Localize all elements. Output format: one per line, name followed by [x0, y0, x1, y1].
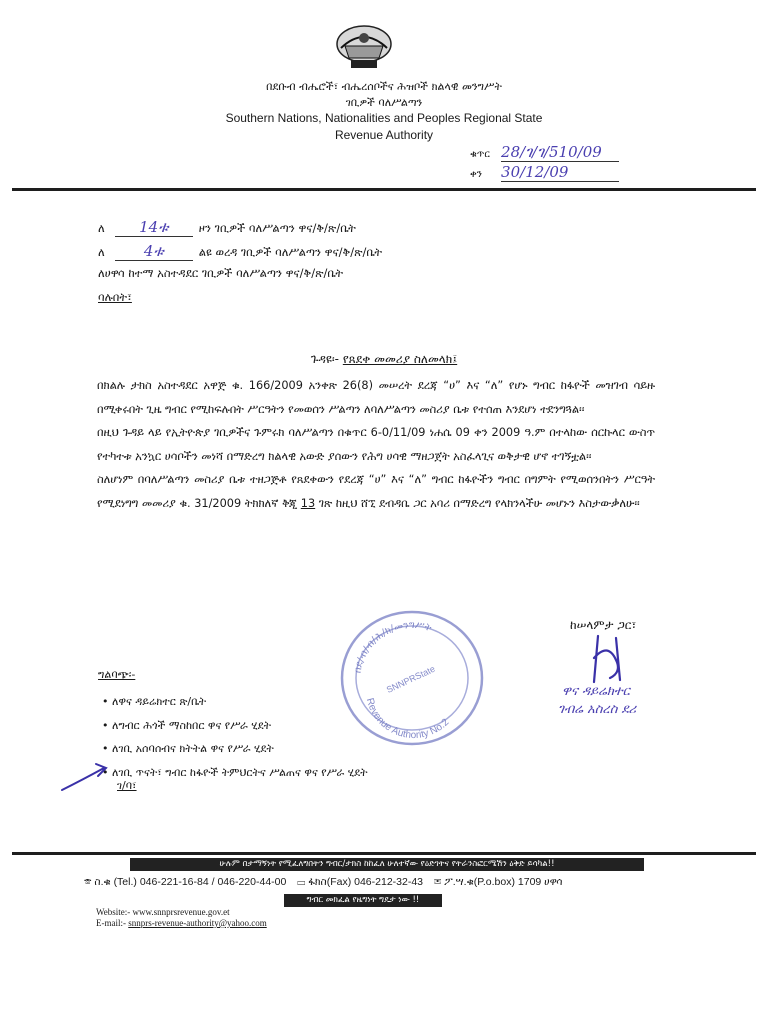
cc-tail: ገ/ባ፣ — [117, 779, 137, 792]
handwritten-signature — [586, 632, 634, 686]
reference-number-row — [470, 142, 619, 162]
body-paragraph-3 — [97, 468, 655, 515]
addressee-location: ባሉበት፣ — [98, 290, 132, 304]
body-paragraph-3-pre: ስለሆነም በባለሥልጣን መስሪያ ቤቱ ተዘጋጅቶ የጸደቀውን የደረጃ “ሀ” እና “ለ” ግብር ከፋዮችን ግብር በግምት የሚወሰንበትን ሥርዓት የሚደነግግ መመሪያ ቁ. 31/2009 ትክክለኛ ቅጂ — [97, 473, 655, 510]
subject-text: የጸደቀ መመሪያ ስለመላክ፤ — [342, 352, 458, 366]
reference-date-value: 30/12/09 — [501, 163, 619, 182]
addressee-prefix: ለ — [98, 245, 105, 259]
footer-banner-bottom: ግብር መክፈል የዜግነት ግዴታ ነው !! — [284, 894, 442, 907]
body-paragraph-1: በክልሉ ታክስ አስተዳደር አዋጅ ቁ. 166/2009 አንቀጽ 26(8) መሠረት ደረጃ “ሀ” እና “ለ” የሆኑ ግብር ከፋዮች መዝገብ ሳይዙ በሚቀሩበት ጊዜ ግብር የሚከፍሉበት ሥርዓትን የመወሰን ሥልጣን ለባለሥልጣን መስሪያ ቤቱ የተሰጠ እንደሆነ ተደንግጓል፡፡ — [97, 379, 655, 416]
addressee-line-3: ለሀዋሳ ከተማ አስተዳደር ገቢዎች ባለሥልጣን ዋና/ቅ/ጽ/ቤት — [98, 266, 344, 280]
header-amharic-line1: በደቡብ ብሔሮች፣ ብሔረሰቦችና ሕዝቦች ክልላዊ መንግሥት — [266, 80, 502, 93]
regional-emblem-icon — [335, 24, 393, 70]
footer-tel: ☏ ስ.ቁ (Tel.) 046-221-16-84 / 046-220-44-00 — [84, 876, 287, 888]
signature-title-line1: ዋና ዳይሬክተር — [562, 684, 630, 699]
addressee-blank-2: 4ቱ — [115, 242, 193, 261]
subject-label: ጉዳዩ፡- — [310, 352, 339, 366]
addressee-text-1: ዞን ገቢዎች ባለሥልጣን ዋና/ቅ/ጽ/ቤት — [198, 221, 356, 235]
addressee-blank-1: 14ቱ — [115, 218, 193, 237]
footer-divider — [12, 852, 756, 855]
cc-title: ግልባጭ፡- — [98, 668, 136, 681]
stamp-text-top: በደ/ብ/ብ/ሕ/ክ/መንግሥት — [352, 619, 433, 675]
footer-fax: ፋክስ(Fax) 046-212-32-43 — [308, 876, 424, 888]
footer-web — [96, 907, 267, 929]
cc-item: • ለገቢ ጥናት፣ ግብር ከፋዮች ትምህርትና ሥልጠና ዋና የሥራ ሂደት — [102, 761, 368, 785]
header-divider — [12, 188, 756, 191]
body-paragraph-3-post: ገጽ ከዚህ ሸኚ ደብዳቤ ጋር አባሪ በማድረግ የላክንላችሁ መሆኑን እስታውቃለሁ፡፡ — [318, 496, 640, 510]
reference-number-value: 28/ገ/ገ/510/09 — [501, 143, 619, 162]
cc-item: • ለግብር ሕጎች ማስከበር ዋና የሥራ ሂደት — [102, 714, 368, 738]
handwritten-arrow-icon — [58, 758, 110, 794]
addressee-prefix: ለ — [98, 221, 105, 235]
mailbox-icon: ✉ — [433, 876, 442, 888]
stamp-text-bottom: Revenue Authority No.2 — [363, 696, 452, 742]
addressee-line-1 — [98, 218, 356, 237]
footer-contact-row — [84, 876, 562, 889]
footer-pobox: ፖ.ሣ.ቁ(P.o.box) 1709 ሀዋሳ — [444, 876, 563, 888]
subject-line — [0, 352, 768, 367]
cc-item: • ለዋና ዳይሬክተር ጽ/ቤት — [102, 690, 368, 714]
footer-email-label: E-mail:- — [96, 918, 126, 928]
reference-date-row — [470, 162, 619, 182]
cc-item: • ለገቢ አሰባሰብና ክትትል ዋና የሥራ ሂደት — [102, 737, 368, 761]
header-english-line1: Southern Nations, Nationalities and Peoples Regional State — [225, 111, 543, 125]
footer-banner-top: ሁሉም በታማኝነት የሚፈለግበትን ግብር/ታክስ ከከፈለ ሁለተኛው የዕድገትና የትራንስፎርሜሽን ዕቅድ ይሳካል!! — [130, 858, 644, 871]
body-paragraph-2: በዚህ ጉዳይ ላይ የኢትዮጵያ ገቢዎችና ጉምሩክ ባለሥልጣን በቁጥር 6-0/11/09 ነሐሴ 09 ቀን 2009 ዓ.ም በተላከው ሰርኩላር ውስጥ የተካተቱ አንኳር ሀሳቦችን መነሻ በማድረግ ክልላዊ አውድ ያሰውን የሕግ ሀሳዊ ማዘጋጀት አስፈላጊና ወቅታዊ ሆኖ ተገኝቷል፡፡ — [97, 426, 655, 463]
cc-list — [102, 690, 368, 784]
signature-title-line2: ገብሬ አስረስ ደሪ — [558, 702, 637, 717]
body-page-count: 13 — [300, 496, 316, 510]
reference-number-label: ቁጥር — [470, 149, 490, 160]
stamp-text-center: SNNPRState — [384, 663, 437, 695]
signature-closing: ከሠላምታ ጋር፣ — [570, 618, 637, 632]
addressee-line-2 — [98, 242, 382, 261]
footer-email-row — [96, 918, 267, 929]
addressee-text-2: ልዩ ወረዳ ገቢዎች ባለሥልጣን ዋና/ቅ/ጽ/ቤት — [198, 245, 383, 259]
header-amharic-line2: ገቢዎች ባለሥልጣን — [345, 96, 423, 109]
footer-website[interactable]: Website:- www.snnprsrevenue.gov.et — [96, 907, 230, 917]
reference-date-label: ቀን — [470, 169, 482, 180]
letter-body — [97, 374, 655, 515]
header-english-line2: Revenue Authority — [334, 128, 434, 142]
fax-icon: ▭ — [297, 876, 306, 888]
footer-email-link[interactable]: snnprs-revenue-authority@yahoo.com — [128, 918, 267, 928]
